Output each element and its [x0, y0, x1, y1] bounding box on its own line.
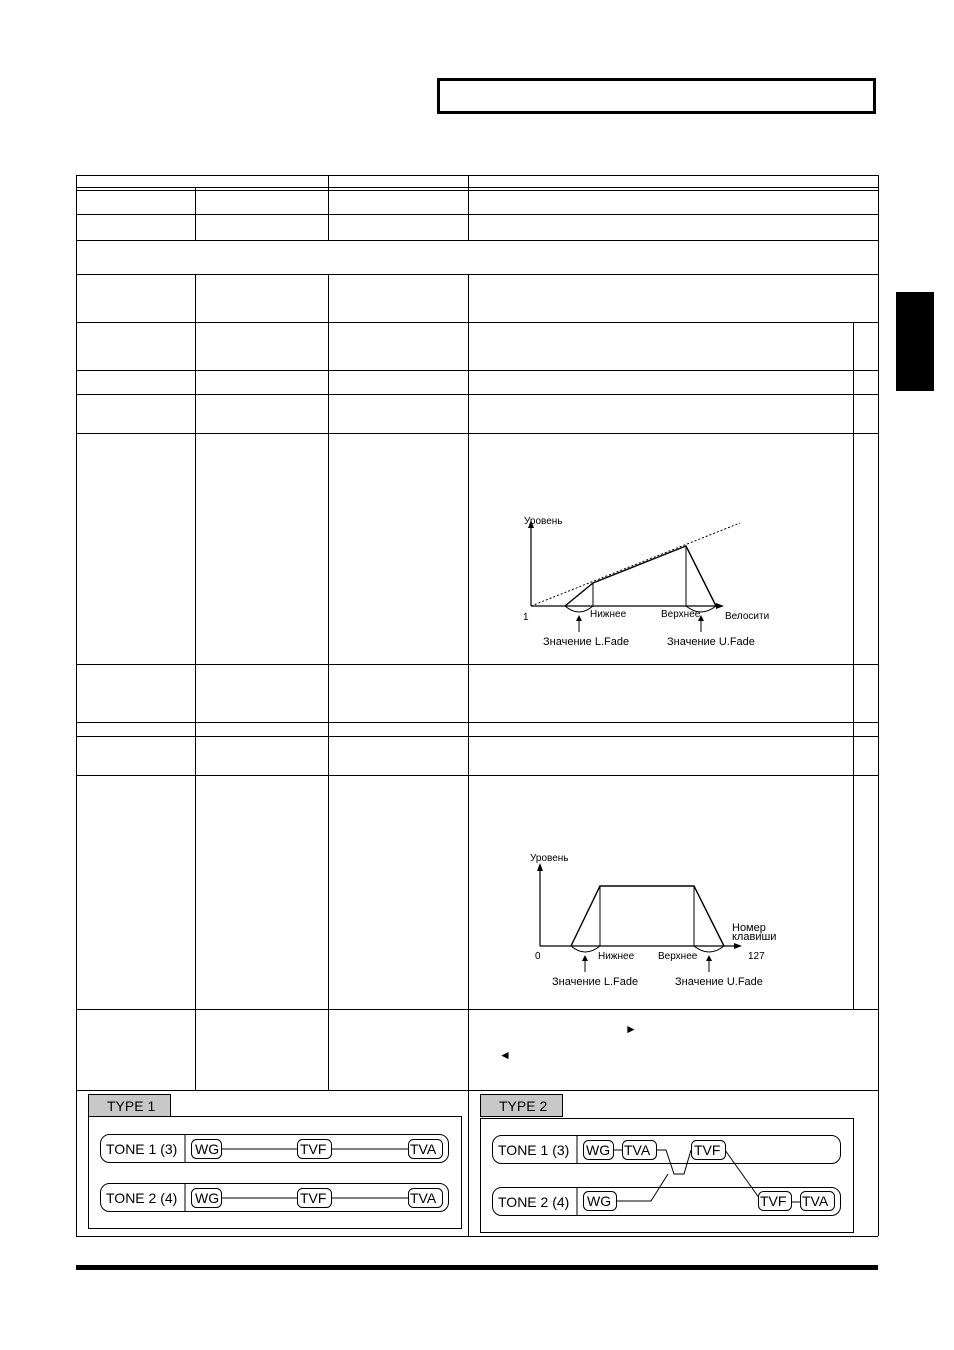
column-line: [328, 175, 329, 240]
lfade-arc: [571, 946, 600, 952]
type1-tone2-wg: WG: [195, 1190, 220, 1206]
type2-tvf-to-tvf-link: [725, 1150, 762, 1202]
column-line: [468, 175, 469, 240]
type2-tag: TYPE 2: [499, 1098, 548, 1114]
table-bottom-border: [76, 1236, 878, 1237]
row-line: [76, 1090, 878, 1091]
upper-label: Верхнее: [658, 951, 698, 962]
type1-tag: TYPE 1: [107, 1098, 156, 1114]
footer-rule: [76, 1265, 878, 1270]
key-fade-chart-svg: [510, 850, 800, 995]
page-title-box: [437, 78, 876, 114]
type2-tone2-wg: WG: [587, 1193, 612, 1209]
x-axis-label: Велосити: [725, 611, 770, 622]
section-side-tab: [896, 292, 934, 391]
row-line: [76, 736, 878, 737]
y-axis-label: Уровень: [530, 853, 569, 864]
header-row-line: [76, 187, 878, 188]
x-end-label: 127: [748, 951, 765, 962]
ufade-arc: [694, 946, 724, 952]
lfade-pointer-head: [576, 615, 582, 621]
lfade-label: Значение L.Fade: [543, 636, 630, 648]
row-line: [76, 1009, 878, 1010]
y-axis-label: Уровень: [524, 516, 563, 527]
row-line: [76, 433, 878, 434]
table-top-border: [76, 175, 878, 176]
velocity-fade-chart-svg: [500, 510, 800, 655]
ufade-label: Значение U.Fade: [675, 976, 763, 988]
row-line: [76, 664, 878, 665]
type2-structure-diagram: [480, 1094, 856, 1234]
table-right-border: [878, 175, 879, 1236]
type1-tone1-tva: TVA: [410, 1141, 437, 1157]
lfade-arc: [565, 606, 593, 612]
row-line: [76, 240, 878, 241]
lfade-pointer-head: [582, 955, 588, 961]
row-line: [76, 370, 878, 371]
x-axis-arrow: [734, 943, 742, 949]
column-line: [328, 274, 329, 1090]
ufade-pointer-head: [706, 955, 712, 961]
type1-tone1-wg: WG: [195, 1141, 220, 1157]
key-fade-chart: [510, 850, 800, 995]
row-line: [76, 775, 878, 776]
row-line: [76, 274, 878, 275]
type2-tone2-tvf: TVF: [760, 1193, 787, 1209]
x-axis-label-1: Номер: [732, 922, 766, 934]
row-line: [76, 322, 878, 323]
level-curve: [571, 886, 724, 946]
header-row-line-2: [76, 190, 878, 191]
type1-structure-diagram: [88, 1094, 464, 1232]
velocity-fade-chart: [500, 510, 800, 655]
type2-svg: [480, 1094, 856, 1234]
x-axis-label-2: клавиши: [732, 931, 777, 943]
type1-tone2-tva: TVA: [410, 1190, 437, 1206]
column-line: [853, 322, 854, 1009]
x-start-label: 0: [535, 951, 541, 962]
column-line: [195, 274, 196, 1090]
full-range-line: [531, 523, 740, 606]
lower-label: Нижнее: [598, 951, 635, 962]
right-arrow-icon: ►: [625, 1022, 637, 1036]
type2-tone1-tvf: TVF: [694, 1142, 721, 1158]
type1-tone2-tvf: TVF: [300, 1190, 327, 1206]
type2-tone1-wg: WG: [586, 1142, 611, 1158]
x-axis-arrow: [716, 603, 724, 609]
type2-tone1-cross-link: [656, 1150, 691, 1174]
type2-tone1-tva: TVA: [624, 1142, 651, 1158]
table-left-border: [76, 175, 77, 1236]
x-start-label: 1: [523, 612, 529, 623]
row-line: [76, 214, 878, 215]
ufade-label: Значение U.Fade: [667, 636, 755, 648]
left-arrow-icon: ◄: [499, 1048, 511, 1062]
lower-label: Нижнее: [590, 609, 627, 620]
level-curve: [565, 546, 716, 606]
row-line: [76, 394, 878, 395]
type2-tone1-label: TONE 1 (3): [498, 1142, 570, 1158]
type1-svg: [88, 1094, 464, 1232]
type1-tone2-label: TONE 2 (4): [106, 1190, 178, 1206]
column-line: [195, 187, 196, 240]
type1-tone1-tvf: TVF: [300, 1141, 327, 1157]
type1-tone1-label: TONE 1 (3): [106, 1141, 178, 1157]
type2-tone2-label: TONE 2 (4): [498, 1194, 570, 1210]
upper-label: Верхнее: [661, 609, 701, 620]
y-axis-arrow: [537, 863, 543, 871]
type2-tone2-tva: TVA: [802, 1193, 829, 1209]
column-line: [468, 274, 469, 1236]
lfade-label: Значение L.Fade: [552, 976, 639, 988]
row-line: [76, 722, 878, 723]
